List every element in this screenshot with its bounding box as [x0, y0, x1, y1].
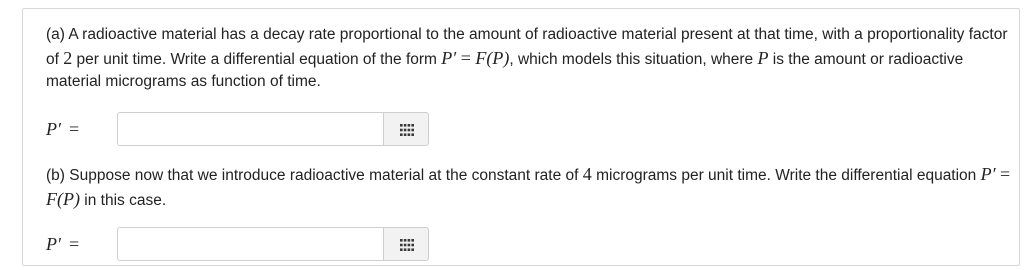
answer-a-keypad-button[interactable] — [383, 112, 429, 146]
answer-b-label-var: P′ — [46, 234, 61, 254]
proportionality-factor: 2 — [63, 47, 73, 68]
answer-row-a — [46, 112, 446, 148]
form-b-rhs-math: F(P) — [46, 188, 80, 209]
question-b-text-2: micrograms per unit time. Write the differential equation — [591, 167, 981, 184]
question-a-text-2: per unit time. Write a differential equation of the form — [72, 50, 442, 68]
form-rhs-math: F(P) — [475, 47, 510, 68]
form-b-lhs-math: P′ — [980, 164, 996, 184]
question-panel — [22, 8, 1020, 266]
answer-b-input[interactable] — [117, 227, 383, 261]
answer-b-keypad-button[interactable] — [383, 227, 429, 261]
question-b-text — [46, 163, 1011, 212]
answer-a-label — [46, 119, 79, 140]
question-a-text — [46, 24, 1011, 94]
variable-p-math: P — [757, 47, 769, 68]
question-b-text-1: (b) Suppose now that we introduce radioactive material at the constant rate of — [46, 167, 583, 184]
question-a-text-3: , which models this situation, where — [509, 50, 758, 68]
answer-b-label — [46, 234, 79, 255]
constant-rate: 4 — [582, 164, 592, 184]
keypad-grid-icon — [400, 239, 414, 251]
question-a-text-4: is the amount or radioactive material micrograms as function of time. — [46, 50, 964, 90]
question-a-text-1: (a) A radioactive material has a decay rate proportional to the amount of radioactive material present at that time, with a proportionality factor of — [46, 26, 1008, 68]
keypad-grid-icon — [400, 124, 414, 136]
answer-b-label-eq: = — [68, 234, 80, 254]
answer-a-input[interactable] — [117, 112, 383, 146]
answer-a-label-var: P′ — [46, 119, 61, 139]
question-b-text-3: in this case. — [79, 191, 167, 209]
answer-row-b — [46, 227, 446, 263]
form-lhs-math: P′ — [441, 47, 457, 68]
form-equals-math: = — [456, 47, 476, 68]
form-b-equals-math: = — [995, 164, 1011, 184]
answer-a-label-eq: = — [68, 119, 80, 139]
